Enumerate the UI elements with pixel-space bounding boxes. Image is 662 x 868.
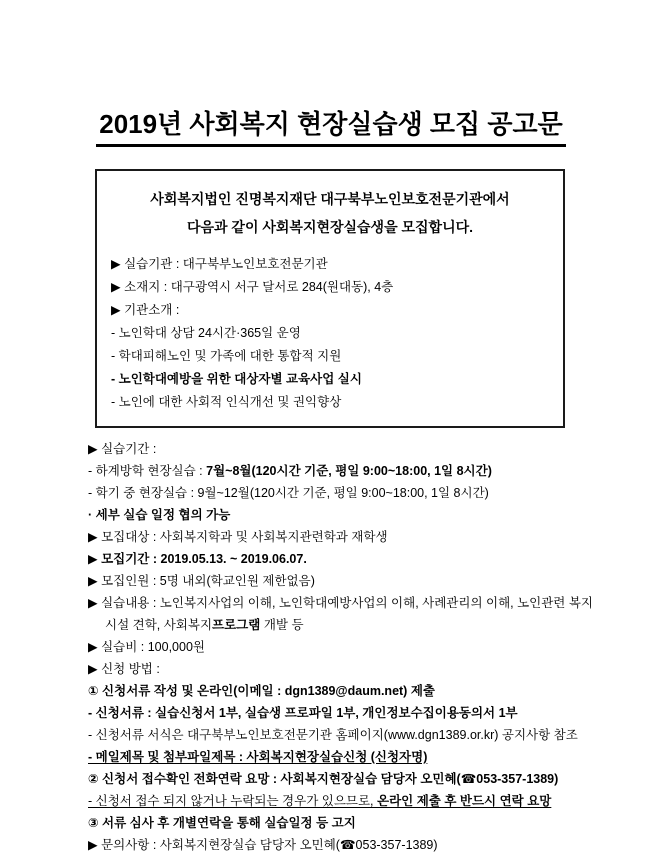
text-run: - 학대피해노인 및 가족에 대한 통합적 지원 [111,348,342,363]
doc-line [88,548,600,570]
text-run: 프로그램 [212,617,261,632]
doc-line [111,276,549,299]
text-run: - 메일제목 및 첨부파일제목 : 사회복지현장실습신청 (신청자명) [88,749,428,764]
text-run: - 학기 중 현장실습 : 9월~12월(120시간 기준, 평일 9:00~18:00, 1일 8시간) [88,485,489,500]
doc-line [111,322,549,345]
doc-line [111,253,549,276]
text-run: - 신청서 접수 되지 않거나 누락되는 경우가 있으므로, [88,793,377,808]
text-run: ▶ 모집대상 : 사회복지학과 및 사회복지관련학과 재학생 [88,529,388,544]
text-run: - 신청서류 서식은 대구북부노인보호전문기관 홈페이지(www.dgn1389.or.kr) 공지사항 참조 [88,727,578,742]
text-run: ▶ 실습기관 : 대구북부노인보호전문기관 [111,256,328,271]
doc-line [111,345,549,368]
doc-line [111,391,549,414]
doc-line [88,680,600,702]
doc-line [88,812,600,834]
doc-line [88,592,600,636]
page-title: 2019년 사회복지 현장실습생 모집 공고문 [96,110,565,147]
text-run: - 하계방학 현장실습 : [88,463,207,478]
doc-line [88,658,600,680]
details-list [88,438,600,856]
doc-line [111,299,549,322]
text-run: ① 신청서류 작성 및 온라인(이메일 : dgn1389@daum.net) 제출 [88,683,435,698]
text-run: 온라인 제출 후 반드시 연락 요망 [377,793,552,808]
text-run: ▶ 모집기간 : 2019.05.13. ~ 2019.06.07. [88,551,307,566]
doc-line [88,460,600,482]
text-run: ▶ 실습내용 : 노인복지사업의 이해, 노인학대예방사업의 이해, 사례관리의 이해, 노인관련 복지시설 견학, 사회복지 [88,595,594,632]
text-run: ▶ 실습기간 : [88,441,157,456]
intro-box-list [111,253,549,414]
text-run: - 노인학대예방을 위한 대상자별 교육사업 실시 [111,371,362,386]
intro-heading-line: 다음과 같이 사회복지현장실습생을 모집합니다. [186,218,474,235]
intro-heading-line: 사회복지법인 진명복지재단 대구북부노인보호전문기관에서 [150,190,510,207]
text-run: ▶ 신청 방법 : [88,661,160,676]
text-run: ③ 서류 심사 후 개별연락을 통해 실습일정 등 고지 [88,815,356,830]
text-run: ② 신청서 접수확인 전화연락 요망 : 사회복지현장실습 담당자 오민혜(☎053-357-1389) [88,771,559,786]
doc-line [88,724,600,746]
doc-line [88,504,600,526]
doc-line [88,438,600,460]
doc-line [88,746,600,768]
text-run: · 세부 실습 일정 협의 가능 [88,507,231,522]
text-run: ▶ 소재지 : 대구광역시 서구 달서로 284(원대동), 4층 [111,279,394,294]
title-block [0,110,662,147]
text-run: - 노인에 대한 사회적 인식개선 및 권익향상 [111,394,342,409]
doc-line [88,482,600,504]
intro-box [95,169,565,428]
doc-line [88,636,600,658]
doc-line [88,790,600,812]
text-run: - 노인학대 상담 24시간·365일 운영 [111,325,301,340]
text-run: ▶ 실습비 : 100,000원 [88,639,205,654]
intro-heading [111,185,549,241]
text-run: 7월~8월(120시간 기준, 평일 9:00~18:00, 1일 8시간) [206,463,492,478]
doc-line [88,570,600,592]
doc-line [88,526,600,548]
doc-line [88,834,600,856]
doc-line [111,368,549,391]
text-run: ▶ 모집인원 : 5명 내외(학교인원 제한없음) [88,573,315,588]
text-run: ▶ 기관소개 : [111,302,180,317]
text-run: 개발 등 [260,617,304,632]
text-run: ▶ 문의사항 : 사회복지현장실습 담당자 오민혜(☎053-357-1389) [88,837,438,852]
doc-line [88,768,600,790]
text-run: - 신청서류 : 실습신청서 1부, 실습생 프로파일 1부, 개인정보수집이용동의서 1부 [88,705,518,720]
doc-line [88,702,600,724]
